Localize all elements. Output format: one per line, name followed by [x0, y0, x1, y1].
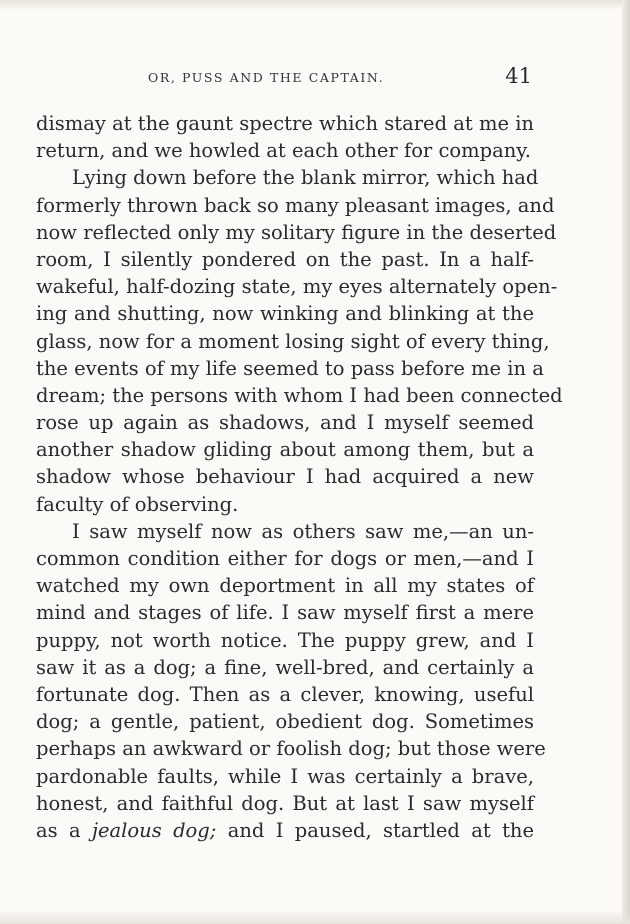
- text-line: formerly thrown back so many pleasant images, and: [36, 193, 555, 217]
- text-line: ing and shutting, now winking and blinking at the: [36, 302, 534, 326]
- text-line: the events of my life seemed to pass before me in a: [36, 356, 544, 380]
- text-line: dream; the persons with whom I had been connected: [36, 383, 563, 407]
- text-line: glass, now for a moment losing sight of every thing,: [36, 329, 550, 353]
- text-line: dismay at the gaunt spectre which stared at me in: [36, 112, 534, 135]
- page-right-edge: [622, 0, 630, 924]
- running-head: [36, 64, 534, 94]
- text-line: faculty of observing.: [36, 492, 239, 516]
- text-line: return, and we howled at each other for company.: [36, 139, 531, 163]
- text-line: puppy, not worth notice. The puppy grew, and I: [36, 628, 534, 652]
- text-line: rose up again as shadows, and I myself seemed: [36, 411, 534, 435]
- italic-phrase: jealous dog;: [91, 818, 217, 842]
- body-text: [36, 110, 563, 844]
- page-bottom-edge: [0, 910, 630, 924]
- text-segment: as a: [36, 818, 92, 842]
- text-line: honest, and faithful dog. But at last I saw myself: [36, 791, 534, 815]
- text-line: another shadow gliding about among them, but a: [36, 438, 534, 462]
- text-line: fortunate dog. Then as a clever, knowing, useful: [36, 682, 534, 706]
- paragraph-first-line: I saw myself now as others saw me,—an un-: [72, 519, 534, 543]
- running-title: OR, PUSS AND THE CAPTAIN.: [148, 70, 385, 85]
- text-line-last: [36, 817, 534, 844]
- text-line: mind and stages of life. I saw myself first a mere: [36, 601, 534, 625]
- text-line: wakeful, half-dozing state, my eyes alternately open-: [36, 275, 558, 299]
- text-line: saw it as a dog; a fine, well-bred, and certainly a: [36, 655, 534, 679]
- text-line: pardonable faults, while I was certainly a brave,: [36, 764, 534, 788]
- text-line: common condition either for dogs or men,—and I: [36, 547, 534, 570]
- text-line: shadow whose behaviour I had acquired a new: [36, 465, 534, 489]
- text-line: watched my own deportment in all my states of: [36, 574, 534, 598]
- text-line: room, I silently pondered on the past. In a half-: [36, 247, 534, 271]
- text-line: perhaps an awkward or foolish dog; but those were: [36, 737, 546, 761]
- page-top-edge: [0, 0, 630, 10]
- text-line: dog; a gentle, patient, obedient dog. Sometimes: [36, 710, 534, 734]
- page-number: 41: [505, 64, 532, 88]
- text-line: now reflected only my solitary figure in the deserted: [36, 220, 557, 244]
- text-segment: and I paused, startled at the: [216, 818, 535, 842]
- paragraph-first-line: Lying down before the blank mirror, which had: [72, 166, 539, 190]
